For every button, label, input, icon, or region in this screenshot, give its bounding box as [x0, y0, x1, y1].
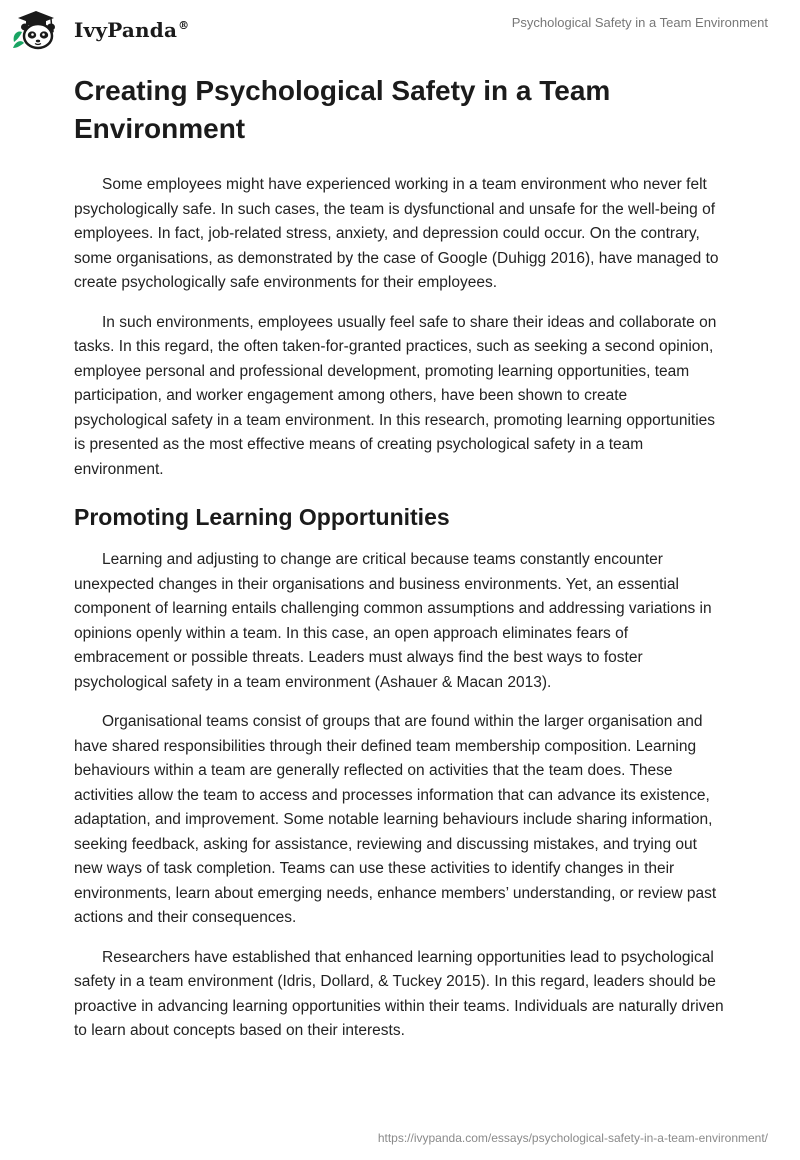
page-header: [0, 0, 800, 60]
ivypanda-logo[interactable]: [12, 8, 189, 52]
paragraph: Learning and adjusting to change are critical because teams constantly encounter unexpected changes in their organisations and business environments. Yet, an essential component of learning entails challenging common assumptions and addressing variations in opinions openly within a team. In this case, an open approach eliminates fears of embracement or possible threats. Leaders must always find the best ways to foster psychological safety in a team environment (Ashauer & Macan 2013).: [74, 551, 712, 691]
essay-content: [74, 72, 724, 1059]
paragraph: In such environments, employees usually feel safe to share their ideas and collaborate on tasks. In this regard, the often taken-for-granted practices, such as seeking a second opinion, employee personal and professional development, promoting learning opportunities, team participation, and worker engagement among others, have been shown to create psychological safety in a team environment. In this research, promoting learning opportunities is presented as the most effective means of creating psychological safety in a team environment.: [74, 313, 717, 478]
logo-wordmark: IvyPanda®: [74, 18, 190, 42]
paragraph: Some employees might have experienced working in a team environment who never felt psychologically safe. In such cases, the team is dysfunctional and unsafe for the well-being of employees. In fact, job-related stress, anxiety, and depression could occur. On the contrary, some organisations, as demonstrated by the case of Google (Duhigg 2016), have managed to create psychologically safe environments for their employees.: [74, 176, 719, 291]
page-title: Creating Psychological Safety in a Team Environment: [74, 75, 611, 144]
paragraph: Researchers have established that enhanced learning opportunities lead to psychological safety in a team environment (Idris, Dollard, & Tuckey 2015). In this regard, leaders should be proactive in advancing learning opportunities within their teams. Individuals are naturally driven to learn about concepts based on their interests.: [74, 948, 724, 1039]
source-url-link[interactable]: https://ivypanda.com/essays/psychological-safety-in-a-team-environment/: [377, 1131, 768, 1145]
paragraph: Organisational teams consist of groups that are found within the larger organisation and have shared responsibilities through their defined team membership composition. Learning behaviours within a team are generally reflected on activities that the team does. These activities allow the team to access and processes information that can advance its existence, adaptation, and improvement. Some notable learning behaviours include sharing information, seeking feedback, asking for assistance, reviewing and discussing mistakes, and trying out new ways of task completion. Teams can use these activities to identify changes in their environments, learn about emerging needs, enhance members’ understanding, or review past actions and their consequences.: [74, 713, 717, 926]
panda-graduate-icon: [12, 8, 68, 52]
section-heading: Promoting Learning Opportunities: [74, 504, 450, 530]
document-title-header: Psychological Safety in a Team Environment: [511, 15, 768, 30]
